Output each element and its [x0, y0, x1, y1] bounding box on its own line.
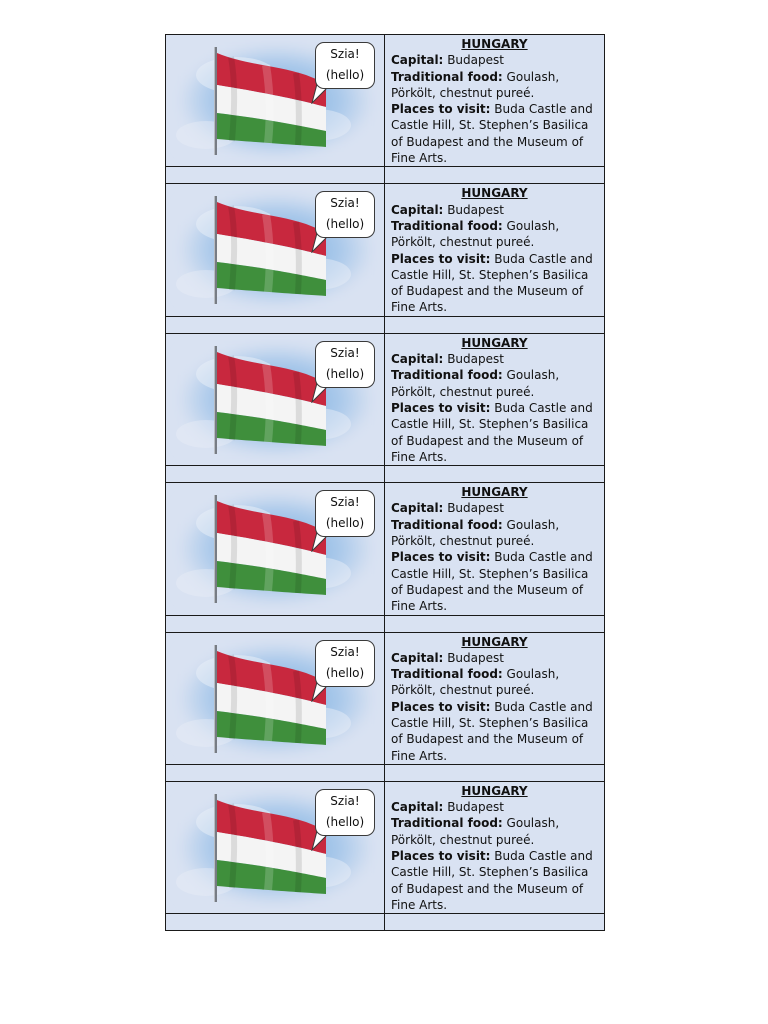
spacer-cell [385, 466, 605, 483]
places-line [391, 848, 598, 913]
places-line [391, 699, 598, 764]
capital-value: Budapest [447, 202, 504, 217]
places-label: Places to visit: [391, 699, 491, 714]
spacer-cell [166, 764, 385, 781]
spacer-cell [166, 167, 385, 184]
greeting-translation: (hello) [325, 68, 365, 82]
places-value: Buda Castle and Castle Hill, St. Stephen’s Basilica of Budapest and the Museum of Fine Arts. [391, 400, 593, 464]
country-info [385, 633, 604, 764]
spacer-row [166, 167, 605, 184]
places-label: Places to visit: [391, 400, 491, 415]
flag-image-cell [166, 35, 385, 167]
greeting-text: Szia! [330, 196, 360, 211]
places-line [391, 101, 598, 166]
places-label: Places to visit: [391, 102, 491, 117]
capital-label: Capital: [391, 501, 444, 516]
greeting-translation: (hello) [325, 665, 365, 680]
places-line [391, 400, 598, 465]
speech-bubble [315, 490, 375, 537]
spacer-row [166, 914, 605, 931]
capital-line [391, 52, 598, 68]
food-line [391, 666, 598, 699]
country-name: HUNGARY [461, 335, 528, 350]
food-line [391, 367, 598, 400]
speech-bubble [315, 42, 375, 89]
country-card-row [166, 632, 605, 764]
greeting-text: Szia! [330, 644, 360, 659]
greeting-text: Szia! [330, 793, 360, 808]
food-label: Traditional food: [391, 218, 503, 233]
country-info [385, 483, 604, 614]
country-card-row [166, 333, 605, 465]
places-line [391, 549, 598, 614]
food-line [391, 815, 598, 848]
spacer-cell [385, 914, 605, 931]
food-value: Goulash, Pörkölt, chestnut pureé. [391, 69, 560, 100]
food-label: Traditional food: [391, 667, 503, 682]
country-info-cell [385, 483, 605, 615]
capital-label: Capital: [391, 202, 444, 217]
spacer-cell [385, 167, 605, 184]
speech-bubble [315, 191, 375, 238]
food-line [391, 517, 598, 550]
food-label: Traditional food: [391, 368, 503, 383]
country-info-cell [385, 35, 605, 167]
capital-value: Budapest [447, 352, 504, 367]
country-name: HUNGARY [461, 634, 528, 649]
country-name: HUNGARY [461, 485, 528, 500]
flag-image-cell [166, 184, 385, 316]
places-value: Buda Castle and Castle Hill, St. Stephen’s Basilica of Budapest and the Museum of Fine Arts. [391, 550, 593, 614]
places-line [391, 251, 598, 316]
country-info [385, 184, 604, 315]
spacer-row [166, 764, 605, 781]
capital-value: Budapest [447, 650, 504, 665]
places-label: Places to visit: [391, 550, 491, 565]
spacer-cell [385, 316, 605, 333]
capital-value: Budapest [447, 800, 504, 815]
spacer-cell [385, 615, 605, 632]
capital-value: Budapest [447, 501, 504, 516]
spacer-cell [166, 914, 385, 931]
places-value: Buda Castle and Castle Hill, St. Stephen’s Basilica of Budapest and the Museum of Fine Arts. [391, 699, 593, 763]
country-info-cell [385, 781, 605, 913]
greeting-text: Szia! [330, 345, 360, 360]
flag-image-cell [166, 333, 385, 465]
food-line [391, 218, 598, 251]
spacer-cell [166, 466, 385, 483]
food-value: Goulash, Pörkölt, chestnut pureé. [391, 368, 560, 399]
capital-line [391, 799, 598, 815]
country-info [385, 782, 604, 913]
cards-body [166, 35, 605, 931]
speech-bubble [315, 341, 375, 388]
food-label: Traditional food: [391, 517, 503, 532]
country-cards-table [165, 34, 605, 931]
country-info [385, 334, 604, 465]
spacer-cell [166, 316, 385, 333]
food-label: Traditional food: [391, 69, 503, 84]
food-label: Traditional food: [391, 816, 503, 831]
greeting-text: Szia! [330, 47, 360, 61]
places-value: Buda Castle and Castle Hill, St. Stephen’s Basilica of Budapest and the Museum of Fine Arts. [391, 251, 593, 315]
places-value: Buda Castle and Castle Hill, St. Stephen’s Basilica of Budapest and the Museum of Fine Arts. [391, 849, 593, 912]
spacer-cell [166, 615, 385, 632]
flag-image-cell [166, 632, 385, 764]
country-card-row [166, 35, 605, 167]
country-name: HUNGARY [461, 783, 528, 798]
greeting-text: Szia! [330, 495, 360, 510]
country-card-row [166, 184, 605, 316]
capital-line [391, 351, 598, 367]
capital-label: Capital: [391, 53, 444, 68]
capital-line [391, 500, 598, 516]
places-label: Places to visit: [391, 251, 491, 266]
capital-line [391, 650, 598, 666]
greeting-translation: (hello) [325, 814, 365, 829]
capital-label: Capital: [391, 800, 444, 815]
country-card-row [166, 483, 605, 615]
food-value: Goulash, Pörkölt, chestnut pureé. [391, 667, 560, 698]
spacer-row [166, 615, 605, 632]
flag-image-cell [166, 781, 385, 913]
country-info [385, 35, 604, 166]
speech-bubble [315, 640, 375, 687]
capital-value: Budapest [447, 53, 504, 68]
flag-image-cell [166, 483, 385, 615]
capital-label: Capital: [391, 352, 444, 367]
country-name: HUNGARY [461, 186, 528, 201]
greeting-translation: (hello) [325, 516, 365, 531]
country-card-row [166, 781, 605, 913]
food-value: Goulash, Pörkölt, chestnut pureé. [391, 816, 560, 847]
capital-line [391, 202, 598, 218]
country-name: HUNGARY [461, 37, 528, 51]
food-value: Goulash, Pörkölt, chestnut pureé. [391, 218, 560, 250]
country-info-cell [385, 632, 605, 764]
spacer-row [166, 316, 605, 333]
speech-bubble [315, 789, 375, 836]
capital-label: Capital: [391, 650, 444, 665]
places-label: Places to visit: [391, 849, 491, 864]
food-value: Goulash, Pörkölt, chestnut pureé. [391, 517, 560, 549]
country-info-cell [385, 184, 605, 316]
places-value: Buda Castle and Castle Hill, St. Stephen’s Basilica of Budapest and the Museum of Fine Arts. [391, 102, 593, 166]
food-line [391, 69, 598, 102]
country-info-cell [385, 333, 605, 465]
greeting-translation: (hello) [325, 217, 365, 232]
greeting-translation: (hello) [325, 366, 365, 381]
spacer-row [166, 466, 605, 483]
spacer-cell [385, 764, 605, 781]
